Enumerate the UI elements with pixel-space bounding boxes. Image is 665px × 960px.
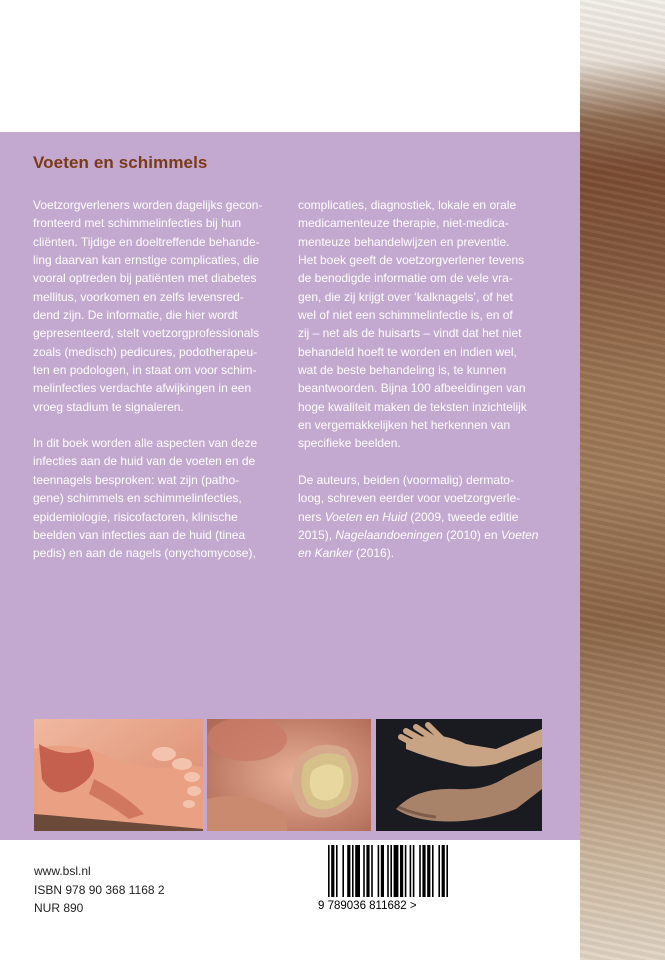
text-line: gepresenteerd, stelt voetzorgprofessionals — [33, 326, 260, 341]
barcode-bar — [381, 845, 384, 897]
book-title-nagelaandoeningen: Nagelaandoeningen — [335, 527, 443, 542]
barcode-digits: 9 789036 811682 > — [318, 900, 417, 911]
barcode-bar — [347, 845, 350, 897]
text-line: behandeld hoeft te worden en indien wel, — [298, 344, 517, 359]
text-line: ten en podologen, in staat om voor schim- — [33, 363, 257, 378]
barcode-bar — [378, 845, 380, 897]
barcode-bar — [410, 845, 412, 897]
cover-spine-photo-strip — [580, 0, 665, 960]
barcode-bar — [363, 845, 365, 897]
barcode-bar — [442, 845, 445, 897]
book-title-voeten-en-kanker-part2: en Kanker — [298, 546, 353, 561]
right-text-column — [298, 196, 538, 581]
barcode-bar — [336, 845, 338, 897]
text-line: ling daarvan kan ernstige complicaties, die — [33, 253, 260, 268]
text-fragment: ners — [298, 509, 325, 524]
foot-skin-infection-photo — [34, 719, 203, 831]
text-line: zij – net als de huisarts – vindt dat het niet — [298, 326, 522, 341]
text-line: De auteurs, beiden (voormalig) dermato- — [298, 472, 515, 487]
barcode-bar — [394, 845, 399, 897]
text-line: melinfecties verdachte afwijkingen in een — [33, 381, 252, 396]
text-line — [298, 508, 538, 526]
text-line — [298, 544, 538, 562]
text-line: epidemiologie, risicofactoren, klinische — [33, 509, 238, 524]
barcode-bar — [432, 845, 434, 897]
barcode-bar — [371, 845, 373, 897]
text-line: hoge kwaliteit maken de teksten inzichtelijk — [298, 399, 527, 414]
blurb-paragraph-3 — [298, 196, 538, 453]
text-line: infecties aan de huid van de voeten en de — [33, 454, 256, 469]
text-line: gene) schimmels en schimmelinfecties, — [33, 491, 242, 506]
left-text-column — [33, 196, 273, 581]
barcode-bar — [366, 845, 369, 897]
text-line: de benodigde informatie om de vele vra- — [298, 271, 513, 286]
barcode-bar — [422, 845, 425, 897]
barcode-bar — [438, 845, 440, 897]
book-title-voeten-en-kanker-part1: Voeten — [500, 527, 539, 542]
hand-and-foot-illustration — [376, 719, 542, 831]
isbn: ISBN 978 90 368 1168 2 — [34, 883, 165, 897]
text-line: cliënten. Tijdige en doeltreffende behande- — [33, 234, 260, 249]
top-margin — [0, 0, 580, 132]
text-line: fronteerd met schimmelinfecties bij hun — [33, 216, 242, 231]
text-line: Het boek geeft de voetzorgverlener tevens — [298, 253, 525, 268]
barcode-bar — [390, 845, 392, 897]
barcode-bar — [342, 845, 344, 897]
nur-code: NUR 890 — [34, 901, 84, 915]
barcode-bar — [446, 845, 448, 897]
text-fragment: (2009, tweede editie — [406, 509, 519, 524]
publisher-website: www.bsl.nl — [34, 864, 91, 878]
book-title-voeten-en-huid: Voeten en Huid — [324, 509, 407, 524]
text-line: en vergemakkelijken het herkennen van — [298, 418, 511, 433]
text-line: dend zijn. De informatie, die hier wordt — [33, 308, 238, 323]
text-line — [298, 526, 538, 544]
text-line: mellitus, voorkomen en zelfs levensred- — [33, 289, 244, 304]
toenail-fungus-illustration — [207, 719, 371, 831]
text-line: zoals (medisch) pedicures, podotherapeu- — [33, 344, 258, 359]
text-fragment: 2015), — [298, 527, 336, 542]
isbn-barcode — [310, 843, 495, 911]
barcode-bar — [419, 845, 421, 897]
authors-paragraph — [298, 471, 538, 563]
text-line: menteuze behandelwijzen en preventie. — [298, 234, 510, 249]
text-line: vroeg stadium te signaleren. — [33, 399, 184, 414]
barcode-bar — [328, 845, 330, 897]
text-line: gen, die zij krijgt over ‘kalknagels’, of het — [298, 289, 513, 304]
text-line: pedis) en aan de nagels (onychomycose), — [33, 546, 256, 561]
text-line: beelden van infecties aan de huid (tinea — [33, 527, 246, 542]
blurb-paragraph-2 — [33, 434, 273, 562]
text-fragment: (2016). — [352, 546, 395, 561]
text-line: complicaties, diagnostiek, lokale en orale — [298, 198, 517, 212]
text-line: loog, schreven eerder voor voetzorgverle- — [298, 491, 521, 506]
text-line: In dit boek worden alle aspecten van deze — [33, 436, 258, 451]
text-fragment: (2010) en — [442, 527, 501, 542]
barcode-bar — [400, 845, 403, 897]
hand-and-foot-photo — [376, 719, 542, 831]
book-title: Voeten en schimmels — [33, 153, 208, 172]
text-line: wel of niet een schimmelinfectie is, en of — [298, 308, 513, 323]
barcode-bar — [427, 845, 430, 897]
text-line: specifieke beelden. — [298, 436, 401, 451]
blurb-paragraph-1 — [33, 196, 273, 416]
barcode-bar — [387, 845, 389, 897]
text-line: wat de beste behandeling is, te kunnen — [298, 363, 507, 378]
toenail-fungus-photo — [207, 719, 371, 831]
text-line: vooral optreden bij patiënten met diabetes — [33, 271, 257, 286]
barcode-bar — [352, 845, 354, 897]
barcode-bar — [331, 845, 334, 897]
text-line: teennagels besproken: wat zijn (patho- — [33, 472, 240, 487]
barcode-bar — [413, 845, 415, 897]
text-line: medicamenteuze therapie, niet-medica- — [298, 216, 509, 231]
barcode-bar — [355, 845, 360, 897]
text-line: Voetzorgverleners worden dagelijks gecon- — [33, 198, 263, 212]
text-line: beantwoorden. Bijna 100 afbeeldingen van — [298, 381, 526, 396]
foot-skin-infection-illustration — [34, 719, 203, 831]
barcode-bar — [405, 845, 407, 897]
